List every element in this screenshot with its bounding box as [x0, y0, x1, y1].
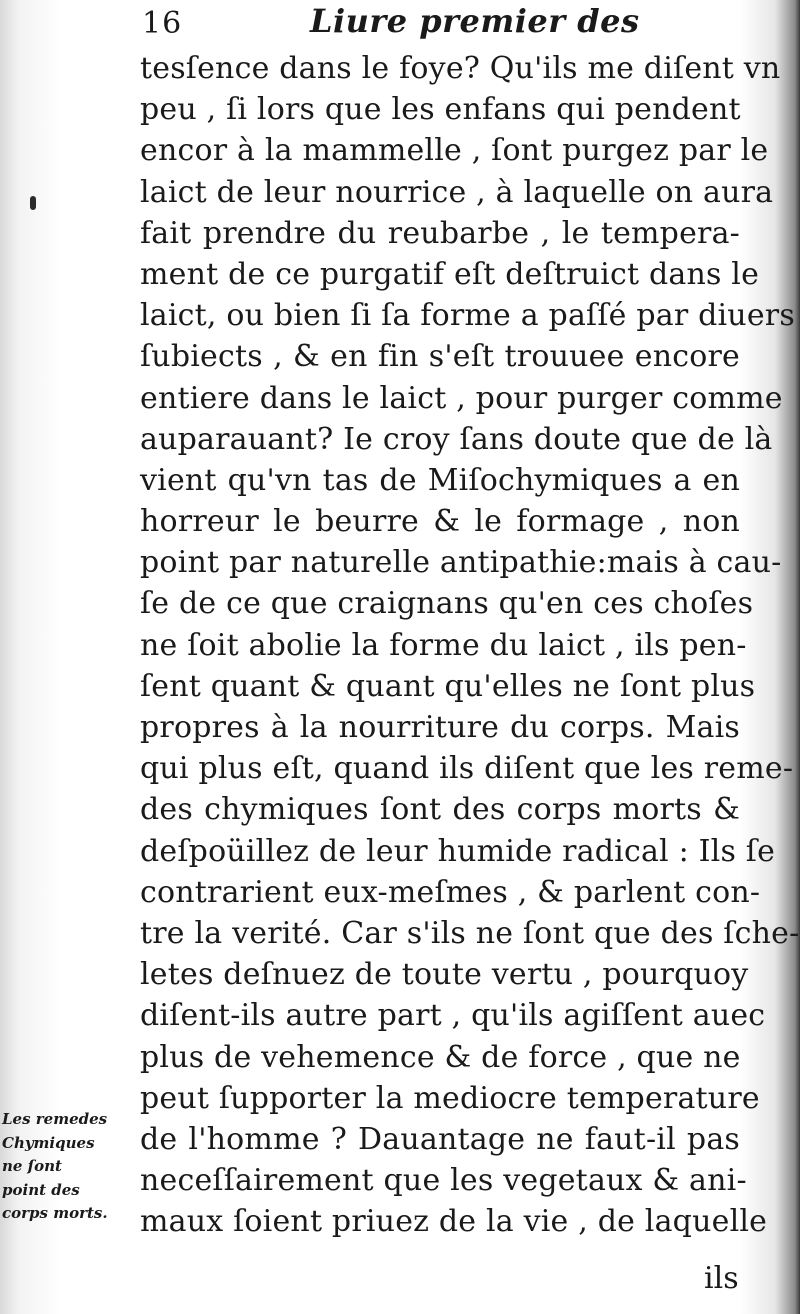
body-text	[140, 48, 800, 1242]
margin-note-line: Chymiques	[2, 1133, 95, 1152]
catchword: ils	[704, 1261, 739, 1296]
running-head: Liure premier des	[310, 2, 640, 40]
text-line: des chymiques ſont des corps morts &	[140, 792, 740, 828]
margin-note-line: ne ſont	[2, 1157, 62, 1175]
text-line: contrarient eux-meſmes , & parlent con-	[140, 874, 761, 910]
text-line: ſent quant & quant qu'elles ne ſont plus	[140, 668, 756, 704]
text-line: neceſſairement que les vegetaux & ani-	[140, 1163, 747, 1199]
text-line: encor à la mammelle , ſont purgez par le	[140, 133, 769, 169]
page-number: 16	[142, 6, 183, 41]
text-line: point par naturelle antipathie:mais à cau-	[140, 545, 782, 581]
text-line: horreur le beurre & le formage , non	[140, 504, 740, 540]
text-line: letes deſnuez de toute vertu , pourquoy	[140, 957, 749, 993]
text-line: maux ſoient priuez de la vie , de laquelle	[140, 1204, 768, 1240]
text-line: auparauant? Ie croy ſans doute que de là	[140, 421, 773, 457]
text-line: laict, ou bien ſi ſa forme a paſſé par diuers	[140, 298, 795, 334]
margin-note-line: Les remedes	[2, 1110, 108, 1128]
text-line: de l'homme ? Dauantage ne faut-il pas	[140, 1121, 740, 1157]
text-line: diſent-ils autre part , qu'ils agiſſent auec	[140, 998, 766, 1034]
text-line: ne ſoit abolie la forme du laict , ils pen-	[140, 627, 747, 663]
text-line: ſe de ce que craignans qu'en ces choſes	[140, 586, 754, 622]
text-line: laict de leur nourrice , à laquelle on aura	[140, 174, 774, 210]
margin-note	[2, 1108, 140, 1226]
text-line: vient qu'vn tas de Miſochymiques a en	[140, 462, 740, 498]
margin-note-line: point des	[2, 1180, 80, 1199]
text-line: tre la verité. Car s'ils ne ſont que des ſche-	[140, 915, 800, 951]
text-line: peu , ſi lors que les enfans qui pendent	[140, 92, 741, 128]
text-line: entiere dans le laict , pour purger comme	[140, 380, 783, 416]
text-line: peut ſupporter la mediocre temperature	[140, 1080, 760, 1116]
margin-note-line: corps morts.	[2, 1204, 108, 1222]
text-line: tesſence dans le foye? Qu'ils me diſent vn	[140, 51, 781, 86]
text-line: qui plus eſt, quand ils diſent que les reme-	[140, 751, 794, 787]
text-line: deſpoüillez de leur humide radical : Ils ſe	[140, 833, 776, 869]
text-line: propres à la nourriture du corps. Mais	[140, 710, 740, 745]
text-line: ſubiects , & en fin s'eſt trouuee encore	[140, 339, 740, 375]
text-line: fait prendre du reubarbe , le tempera-	[140, 215, 740, 251]
ink-speck	[30, 196, 36, 210]
text-line: ment de ce purgatif eſt deſtruict dans le	[140, 256, 760, 292]
text-line: plus de vehemence & de force , que ne	[140, 1039, 741, 1075]
page-header	[0, 2, 800, 46]
